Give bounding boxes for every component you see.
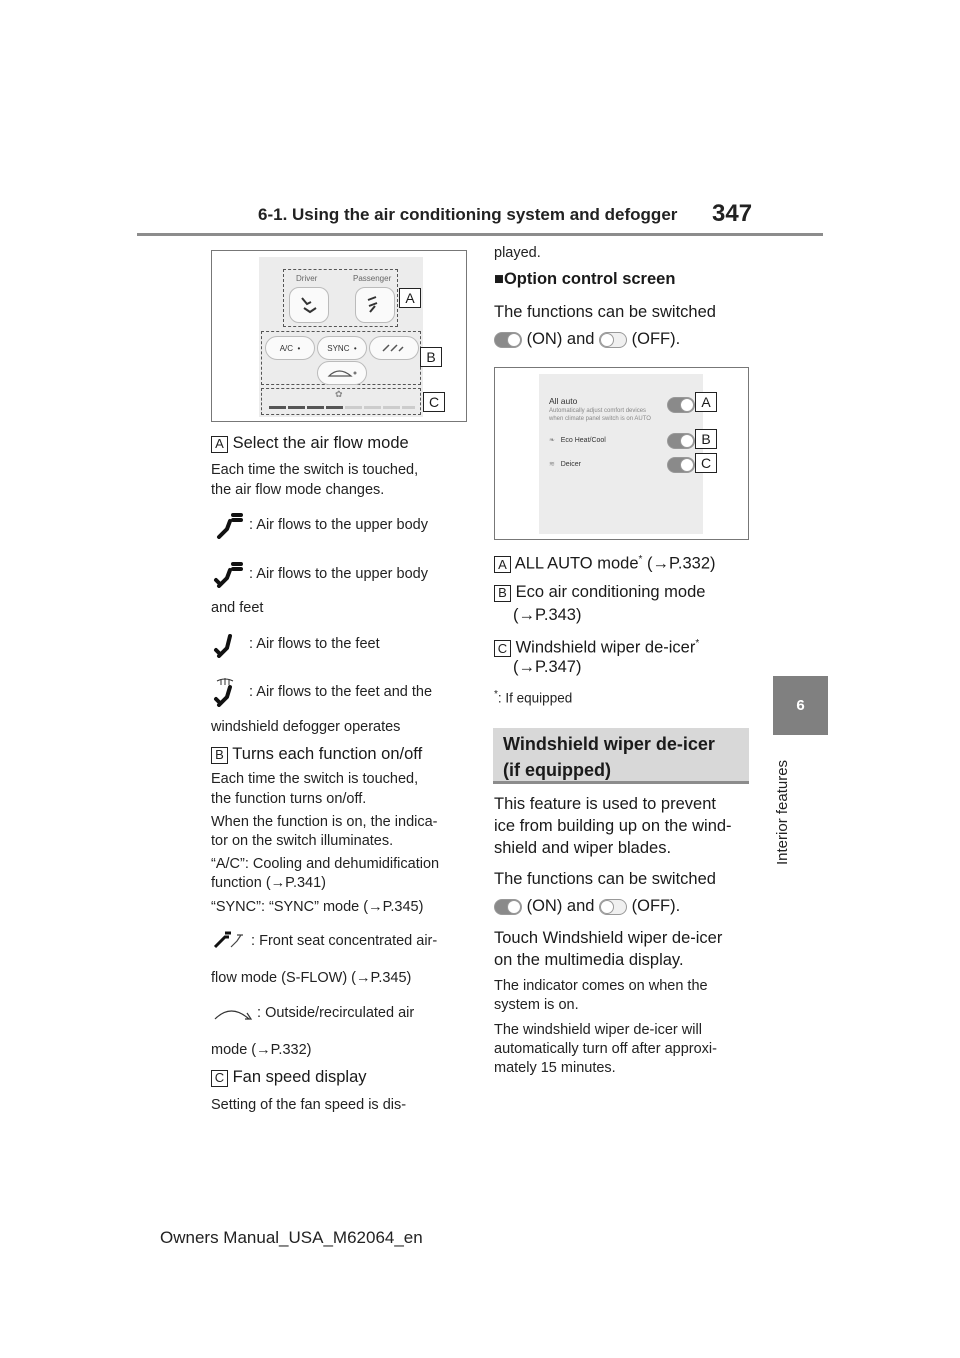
driver-airflow-button[interactable]	[289, 287, 329, 323]
ac-desc-1: “A/C”: Cooling and dehumidification	[211, 856, 440, 872]
callout-c: C	[423, 392, 445, 412]
on-off-line-2: (ON) and (OFF).	[494, 896, 680, 916]
toggle-off-icon	[599, 899, 627, 915]
continued-text: played.	[494, 245, 541, 261]
chapter-number: 6	[796, 697, 805, 714]
footnote: *: If equipped	[494, 689, 573, 706]
item-b-heading: B Turns each function on/off	[211, 744, 422, 764]
manual-id: Owners Manual_USA_M62064_en	[160, 1228, 423, 1247]
mode-upper-body: : Air flows to the upper body	[213, 511, 428, 539]
toggle-off-icon	[599, 332, 627, 348]
sflow-desc-1: : Front seat concentrated air-	[213, 929, 437, 953]
deicer-paragraph: This feature is used to prevent ice from building up on the wind- shield and wiper blades.	[494, 795, 732, 857]
recirc-desc-1: : Outside/recirculated air	[213, 1003, 414, 1023]
deicer-row: ≋ Deicer	[549, 461, 581, 468]
page-number: 347	[712, 200, 753, 227]
item-a-desc-1: Each time the switch is touched,	[211, 462, 419, 478]
panel-background	[259, 257, 423, 417]
switch-text-2: The functions can be switched	[494, 870, 716, 888]
switch-text: The functions can be switched	[494, 303, 716, 321]
chapter-label: Interior features	[774, 759, 791, 865]
fan-icon: ✿	[335, 389, 343, 399]
s-flow-button[interactable]	[369, 336, 419, 360]
sflow-desc-2[interactable]: flow mode (S-FLOW) (→P.345)	[211, 970, 412, 986]
toggle-on-icon	[494, 332, 522, 348]
link-p332[interactable]: (→P.332)	[642, 554, 716, 573]
mode-feet-defogger: : Air flows to the feet and the	[213, 677, 432, 707]
note-auto-off: The windshield wiper de-icer will automatically turn off after approxi- mately 15 minutes.	[494, 1022, 717, 1076]
item-c-heading: C Fan speed display	[211, 1067, 367, 1087]
item-deicer: C Windshield wiper de-icer*	[494, 634, 699, 658]
upper-body-feet-airflow-icon	[213, 560, 245, 588]
callout-b: B	[695, 429, 717, 449]
mode-feet: : Air flows to the feet	[213, 630, 380, 658]
sync-desc[interactable]: “SYNC”: “SYNC” mode (→P.345)	[211, 899, 424, 915]
deicer-toggle[interactable]	[667, 456, 695, 474]
item-a-desc-2: the air flow mode changes.	[211, 482, 385, 498]
all-auto-toggle[interactable]	[667, 396, 695, 414]
eco-row: ❧ Eco Heat/Cool	[549, 437, 606, 444]
upper-body-airflow-icon	[213, 511, 245, 539]
item-c-desc: Setting of the fan speed is dis-	[211, 1097, 407, 1113]
note-indicator: The indicator comes on when the system is on.	[494, 978, 708, 1013]
recirc-desc-2[interactable]: mode (→P.332)	[211, 1042, 312, 1058]
all-auto-label: All auto	[549, 396, 578, 406]
passenger-airflow-icon	[356, 288, 394, 322]
climate-panel-figure	[211, 250, 467, 422]
touch-instruction: Touch Windshield wiper de-icer on the multimedia display.	[494, 929, 723, 969]
item-b-desc2-2: tor on the switch illuminates.	[211, 833, 394, 849]
callout-a: A	[399, 288, 421, 308]
outside-recirculated-air-icon	[213, 1003, 253, 1023]
section-title: 6-1. Using the air conditioning system and defogger	[258, 205, 678, 224]
fan-speed-bar[interactable]	[269, 406, 415, 410]
callout-c: C	[695, 453, 717, 473]
driver-label: Driver	[296, 274, 318, 283]
mode-feet-defogger-cont: windshield defogger operates	[211, 719, 401, 735]
option-control-heading: ■Option control screen	[494, 270, 676, 288]
s-flow-icon	[379, 341, 409, 355]
item-a-heading: A Select the air flow mode	[211, 433, 409, 453]
link-p347[interactable]: (→P.347)	[513, 658, 582, 676]
feet-defogger-airflow-icon	[213, 677, 245, 707]
feet-airflow-icon	[213, 630, 245, 658]
all-auto-sub: Automatically adjust comfort devices when climate panel switch is on AUTO	[549, 408, 651, 422]
item-eco: B Eco air conditioning mode	[494, 582, 705, 602]
callout-b: B	[420, 347, 442, 367]
ac-button[interactable]: A/C •	[265, 336, 315, 360]
header-divider	[137, 233, 823, 236]
chapter-tab[interactable]	[773, 676, 828, 735]
mode-upper-body-feet-cont: and feet	[211, 600, 264, 616]
passenger-label: Passenger	[353, 274, 392, 283]
link-p343[interactable]: (→P.343)	[513, 606, 582, 624]
item-b-desc1-1: Each time the switch is touched,	[211, 771, 419, 787]
driver-airflow-icon	[290, 288, 328, 322]
toggle-on-icon	[494, 899, 522, 915]
item-b-desc1-2: the function turns on/off.	[211, 791, 367, 807]
eco-toggle[interactable]	[667, 432, 695, 450]
recirculation-button[interactable]	[317, 361, 367, 385]
sync-button[interactable]: SYNC •	[317, 336, 367, 360]
s-flow-mode-icon	[213, 929, 247, 953]
mode-upper-body-feet: : Air flows to the upper body	[213, 560, 428, 588]
leaf-icon: ❧	[549, 437, 555, 444]
passenger-airflow-button[interactable]	[355, 287, 395, 323]
recirculation-icon	[325, 366, 359, 380]
deicer-icon: ≋	[549, 461, 555, 468]
deicer-section-heading: Windshield wiper de-icer (if equipped)	[493, 728, 749, 784]
item-b-desc2-1: When the function is on, the indica-	[211, 814, 438, 830]
ac-desc-2[interactable]: function (→P.341)	[211, 875, 326, 891]
callout-a: A	[695, 392, 717, 412]
on-off-line: (ON) and (OFF).	[494, 329, 680, 349]
option-control-figure	[494, 367, 749, 540]
item-all-auto: A ALL AUTO mode* (→P.332)	[494, 550, 716, 574]
